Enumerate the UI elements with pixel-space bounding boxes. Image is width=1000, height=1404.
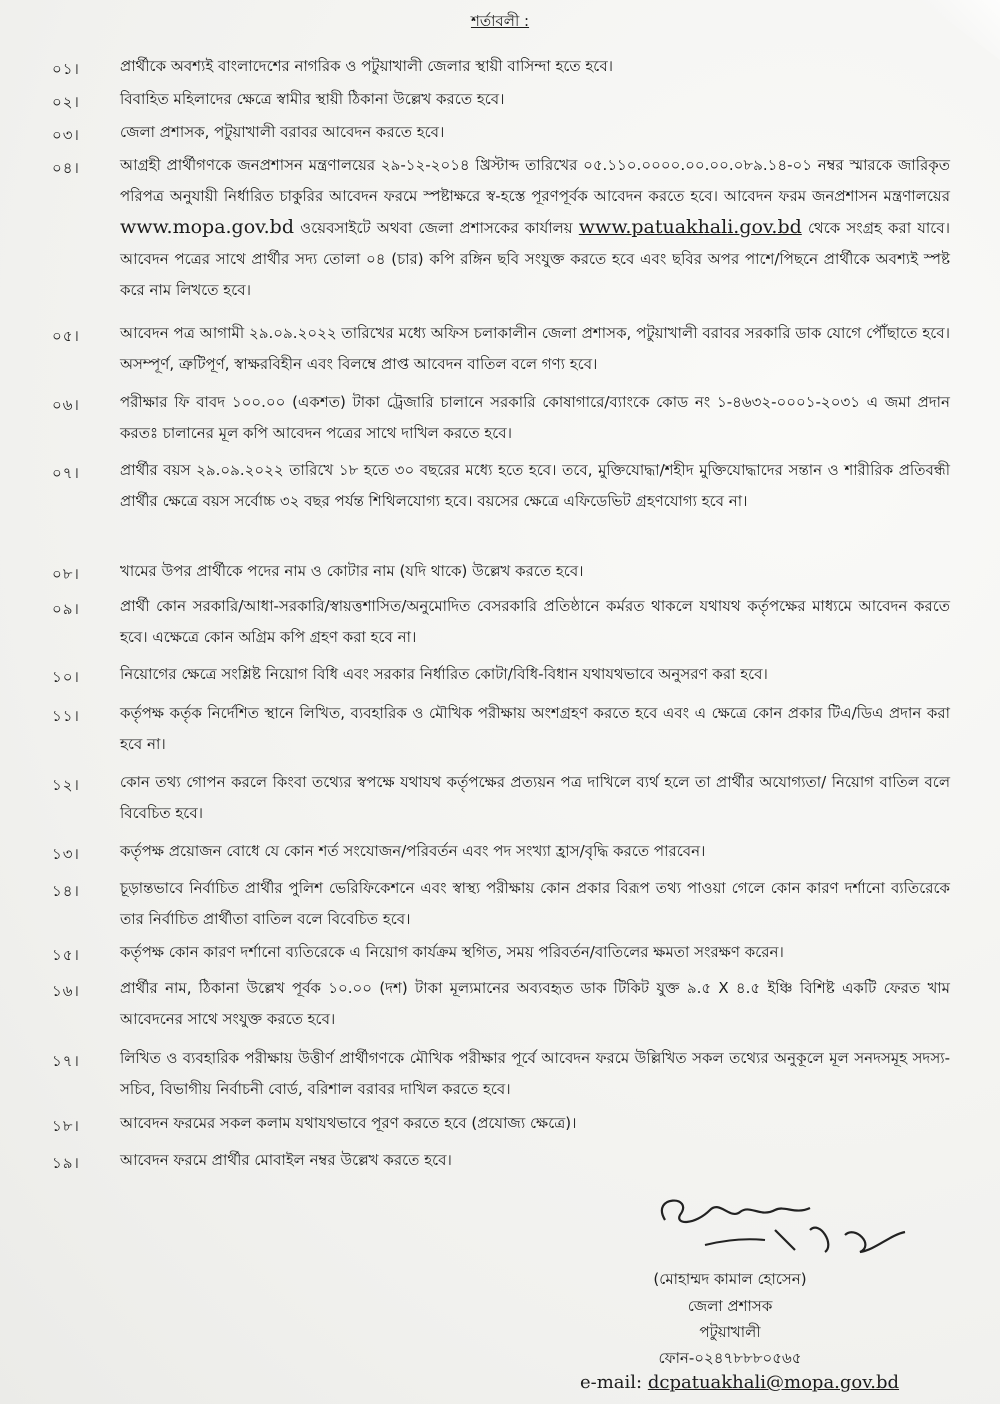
signatory-designation: জেলা প্রশাসক [687,1297,773,1315]
item-number: ০৫। [52,327,80,345]
item-number: ১৬। [52,982,80,1000]
item-number: ০১। [52,60,80,78]
item-number: ০৪। [52,159,80,177]
item-number: ১০। [52,668,80,686]
item-number: ০৩। [52,126,80,144]
item-text-part: ওয়েবসাইটে অথবা জেলা প্রশাসকের কার্যালয় [300,219,573,237]
email-label: e-mail: [580,1372,643,1393]
item-text-part: আগ্রহী প্রার্থীগণকে জনপ্রশাসন মন্ত্রণালয়ের ২৯-১২-২০১৪ খ্রিস্টাব্দ তারিখের ০৫.১১০.০০০০.০০.০০.০৮৯.১৪-০১ নম্বর স্মারকে জারিকৃত পরিপত্র অনুযায়ী নির্ধারিত চাকুরির আবেদন ফরমে স্পষ্টাক্ষরে স্ব-হস্তে পূরণপূর্বক আবেদন করতে হবে। আবেদন ফরম জনপ্রশাসন মন্ত্রণালয়ের [120,156,950,205]
item-text: প্রার্থীকে অবশ্যই বাংলাদেশের নাগরিক ও পটুয়াখালী জেলার স্থায়ী বাসিন্দা হতে হবে। [120,57,614,75]
email-line [580,1372,990,1393]
item-text: লিখিত ও ব্যবহারিক পরীক্ষায় উত্তীর্ণ প্রার্থীগণকে মৌখিক পরীক্ষার পূর্বে আবেদন ফরমে উল্লিখিত সকল তথ্যের অনুকূলে মূল সনদসমূহ সদস্য-সচিব, বিভাগীয় নির্বাচনী বোর্ড, বরিশাল বরাবর দাখিল করতে হবে। [120,1049,950,1098]
item-text: আবেদন ফরমের সকল কলাম যথাযথভাবে পূরণ করতে হবে (প্রযোজ্য ক্ষেত্রে)। [120,1114,577,1132]
item-text: আবেদন পত্র আগামী ২৯.০৯.২০২২ তারিখের মধ্যে অফিস চলাকালীন জেলা প্রশাসক, পটুয়াখালী বরাবর সরকারি ডাক যোগে পৌঁছাতে হবে। অসম্পূর্ণ, ত্রুটিপূর্ণ, স্বাক্ষরবিহীন এবং বিলম্বে প্রাপ্ত আবেদন বাতিল বলে গণ্য হবে। [120,324,950,373]
signatory-phone: ফোন-০২৪৭৮৮৮০৫৬৫ [658,1349,802,1367]
website-link-patuakhali[interactable]: www.patuakhali.gov.bd [578,216,802,238]
handwritten-signature [635,1190,935,1270]
item-text: কর্তৃপক্ষ প্রয়োজন বোধে যে কোন শর্ত সংযোজন/পরিবর্তন এবং পদ সংখ্যা হ্রাস/বৃদ্ধি করতে পারবেন। [120,842,706,860]
item-text: কর্তৃপক্ষ কোন কারণ দর্শানো ব্যতিরেকে এ নিয়োগ কার্যক্রম স্থগিত, সময় পরিবর্তন/বাতিলের ক্ষমতা সংরক্ষণ করেন। [120,943,784,961]
item-text: জেলা প্রশাসক, পটুয়াখালী বরাবর আবেদন করতে হবে। [120,123,445,141]
signatory-district: পটুয়াখালী [699,1323,761,1341]
item-text [120,150,950,306]
item-text: প্রার্থীর বয়স ২৯.০৯.২০২২ তারিখে ১৮ হতে ৩০ বছরের মধ্যে হতে হবে। তবে, মুক্তিযোদ্ধা/শহীদ মুক্তিযোদ্ধাদের সন্তান ও শারীরিক প্রতিবন্ধী প্রার্থীর ক্ষেত্রে বয়স সর্বোচ্চ ৩২ বছর পর্যন্ত শিথিলযোগ্য হবে। বয়সের ক্ষেত্রে এফিডেভিট গ্রহণযোগ্য হবে না। [120,461,950,510]
item-number: ১১। [52,707,80,725]
item-number: ১৯। [52,1154,80,1172]
item-number: ১২। [52,776,80,794]
conditions-title: শর্তাবলী : [470,12,530,30]
item-text: প্রার্থী কোন সরকারি/আধা-সরকারি/স্বায়ত্তশাসিত/অনুমোদিত বেসরকারি প্রতিষ্ঠানে কর্মরত থাকলে যথাযথ কর্তৃপক্ষের মাধ্যমে আবেদন করতে হবে। এক্ষেত্রে কোন অগ্রিম কপি গ্রহণ করা হবে না। [120,597,950,646]
item-number: ০৭। [52,464,80,482]
item-text: আবেদন ফরমে প্রার্থীর মোবাইল নম্বর উল্লেখ করতে হবে। [120,1151,452,1169]
item-text-part: থেকে সংগ্রহ করা যাবে। আবেদন পত্রের সাথে প্রার্থীর সদ্য তোলা ০৪ (চার) কপি রঙ্গিন ছবি সংযুক্ত করতে হবে এবং ছবির অপর পাশে/পিছনে প্রার্থীকে অবশ্যই স্পষ্ট করে নাম লিখতে হবে। [120,219,950,299]
item-text: কোন তথ্য গোপন করলে কিংবা তথ্যের স্বপক্ষে যথাযথ কর্তৃপক্ষের প্রত্যয়ন পত্র দাখিলে ব্যর্থ হলে তা প্রার্থীর অযোগ্যতা/ নিয়োগ বাতিল বলে বিবেচিত হবে। [120,773,950,822]
item-text: চূড়ান্তভাবে নির্বাচিত প্রার্থীর পুলিশ ভেরিফিকেশনে এবং স্বাস্থ্য পরীক্ষায় কোন প্রকার বিরূপ তথ্য পাওয়া গেলে কোন কারণ দর্শানো ব্যতিরেকে তার নির্বাচিত প্রার্থীতা বাতিল বলে বিবেচিত হবে। [120,879,950,928]
item-number: ১৮। [52,1117,80,1135]
item-number: ০৮। [52,565,80,583]
item-text: নিয়োগের ক্ষেত্রে সংশ্লিষ্ট নিয়োগ বিধি এবং সরকার নির্ধারিত কোটা/বিধি-বিধান যথাযথভাবে অনুসরণ করা হবে। [120,665,768,683]
website-link-mopa[interactable]: www.mopa.gov.bd [120,216,295,238]
item-number: ১৫। [52,946,80,964]
item-text: পরীক্ষার ফি বাবদ ১০০.০০ (একশত) টাকা ট্রেজারি চালানে সরকারি কোষাগারে/ব্যাংকে কোড নং ১-৪৬৩২-০০০১-২০৩১ এ জমা প্রদান করতঃ চালানের মূল কপি আবেদন পত্রের সাথে দাখিল করতে হবে। [120,393,950,442]
item-text: বিবাহিত মহিলাদের ক্ষেত্রে স্বামীর স্থায়ী ঠিকানা উল্লেখ করতে হবে। [120,90,505,108]
signatory-name: (মোহাম্মদ কামাল হোসেন) [653,1270,807,1288]
email-address-link[interactable]: dcpatuakhali@mopa.gov.bd [647,1372,900,1393]
item-number: ১৭। [52,1052,80,1070]
item-number: ১৩। [52,845,80,863]
item-text: কর্তৃপক্ষ কর্তৃক নির্দেশিত স্থানে লিখিত, ব্যবহারিক ও মৌখিক পরীক্ষায় অংশগ্রহণ করতে হবে এবং এ ক্ষেত্রে কোন প্রকার টিএ/ডিএ প্রদান করা হবে না। [120,704,950,753]
item-number: ০২। [52,93,80,111]
item-number: ০৬। [52,396,80,414]
item-number: ০৯। [52,600,80,618]
item-text: প্রার্থীর নাম, ঠিকানা উল্লেখ পূর্বক ১০.০০ (দশ) টাকা মূল্যমানের অব্যবহৃত ডাক টিকিট যুক্ত ৯.৫ X ৪.৫ ইঞ্চি বিশিষ্ট একটি ফেরত খাম আবেদনের সাথে সংযুক্ত করতে হবে। [120,979,950,1028]
item-number: ১৪। [52,882,80,900]
item-text: খামের উপর প্রার্থীকে পদের নাম ও কোটার নাম (যদি থাকে) উল্লেখ করতে হবে। [120,562,584,580]
